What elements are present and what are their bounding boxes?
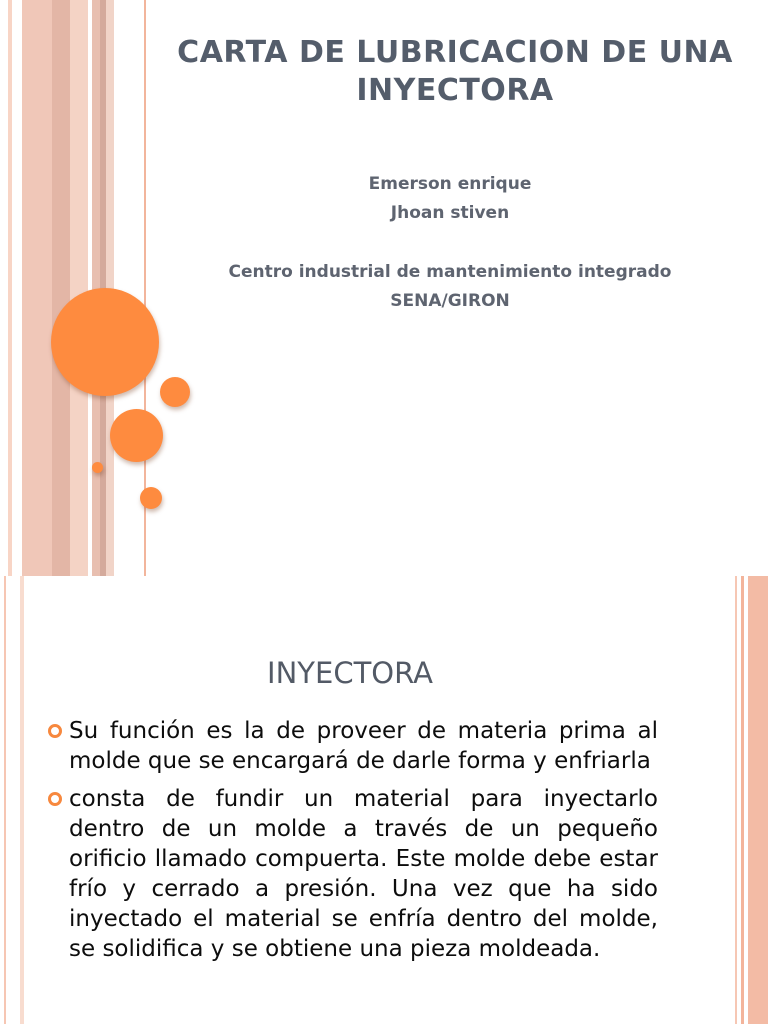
decor-circle-large [51,288,159,396]
content-slide [0,576,768,1024]
bullet-text: consta de fundir un material para inyectarlo dentro de un molde a través de un pequeño orificio llamado compuerta. Este molde debe estar frío y cerrado a presión. Una vez que ha sido inyectado el material se enfría dentro del molde, se solidifica y se obtiene una pieza moldeada. [69,786,658,962]
circle-bullet-icon [48,724,62,738]
decor-circle-small [92,462,103,473]
decor-circle [140,487,162,509]
decor-stripe [22,0,52,576]
institution-name: Centro industrial de mantenimiento integrado [228,262,672,282]
list-item [45,784,658,964]
decor-stripe [741,576,744,1024]
decor-stripe [8,0,12,576]
slide-title: CARTA DE LUBRICACION DE UNA INYECTORA [177,35,733,108]
decor-stripe [735,576,737,1024]
slide-title: INYECTORA [267,656,433,690]
institution-location: SENA/GIRON [390,291,510,311]
author-name: Jhoan stiven [390,203,510,223]
bullet-text: Su función es la de proveer de materia prima al molde que se encargará de darle forma y enfriarla [69,718,658,774]
decor-stripe [20,576,24,1024]
decor-circle [110,409,163,462]
circle-bullet-icon [48,792,62,806]
decor-stripe [748,576,768,1024]
author-name: Emerson enrique [368,174,532,194]
decor-circle [160,377,190,407]
list-item [45,716,658,776]
decor-stripe [70,0,88,576]
bullet-list [45,716,658,972]
decor-stripe [52,0,70,576]
decor-stripe [4,576,6,1024]
